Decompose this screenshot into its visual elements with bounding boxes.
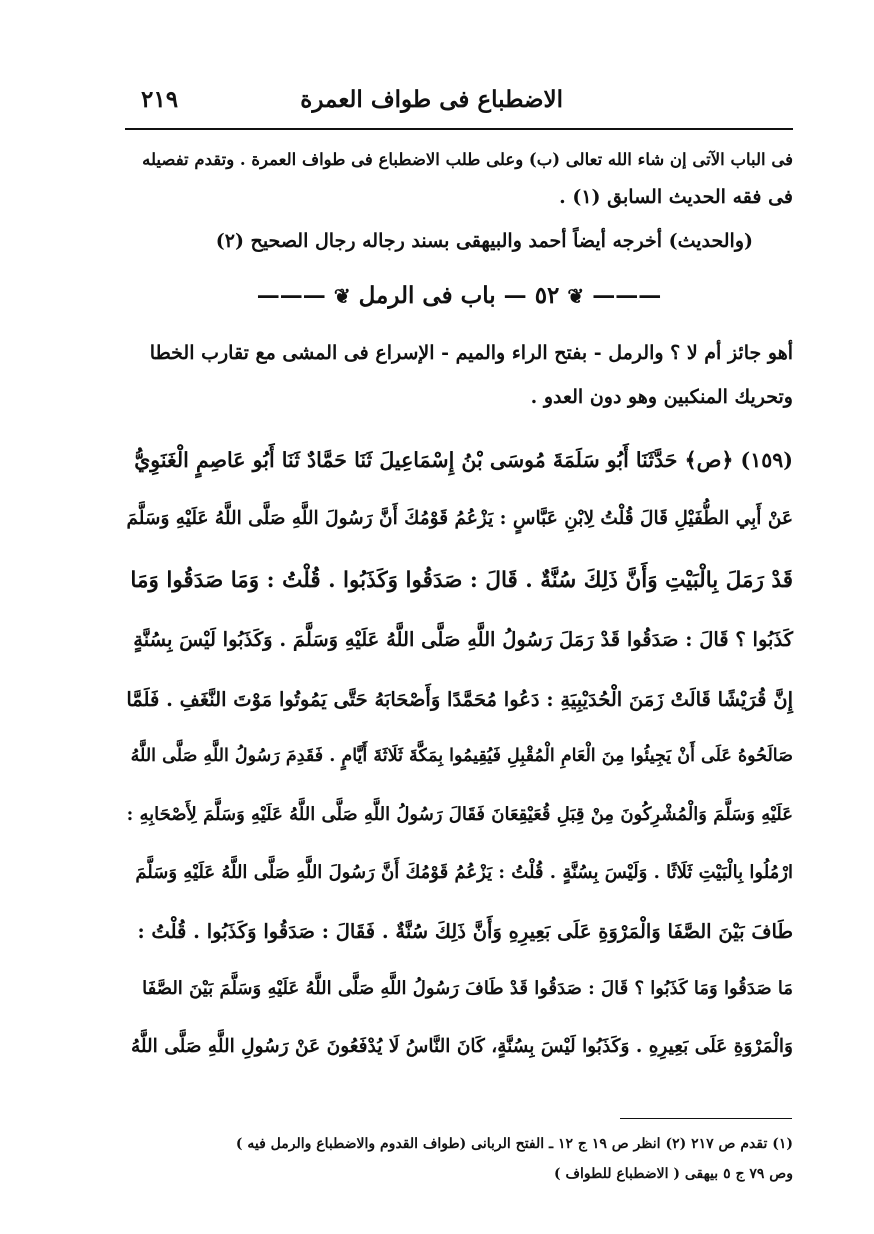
hadith-line: مَا صَدَقُوا وَمَا كَذَبُوا ؟ قَالَ : صَدَقُوا قَدْ طَافَ رَسُولُ اللَّهِ صَلَّى اللَّهُ عَلَيْهِ وَسَلَّمَ بَيْنَ الصَّفَا	[142, 978, 793, 999]
chapter-heading: ——— ❦ ٥٢ — باب فى الرمل ❦ ———	[256, 282, 662, 309]
ornament-icon: ❦	[567, 284, 585, 308]
running-header	[125, 86, 793, 120]
intro-line: فى الباب الآتى إن شاء الله تعالى (ب) وعلى طلب الاضطباع فى طواف العمرة . وتقدم تفصيله	[142, 150, 793, 169]
chapter-title: ٥٢ — باب فى الرمل	[358, 282, 560, 309]
hadith-line: طَافَ بَيْنَ الصَّفَا وَالْمَرْوَةِ عَلَى بَعِيرِهِ وَأَنَّ ذَلِكَ سُنَّةٌ . فَقَالَ : صَدَقُوا وَكَذَبُوا . قُلْتُ :	[137, 920, 793, 943]
hadith-line: صَالَحُوهُ عَلَى أَنْ يَجِيئُوا مِنَ الْعَامِ الْمُقْبِلِ فَيُقِيمُوا بِمَكَّةَ ثَلَاثَةَ أَيَّامٍ . فَقَدِمَ رَسُولُ اللَّهِ صَلَّى اللَّهُ	[130, 746, 793, 766]
footnote-line: (١) تقدم ص ٢١٧ (٢) انظر ص ١٩ ج ١٢ ـ الفتح الربانى (طواف القدوم والاضطباع والرمل فيه )	[235, 1136, 793, 1152]
header-rule	[125, 128, 793, 130]
page-number: ٢١٩	[141, 86, 179, 113]
hadith-line: وَالْمَرْوَةِ عَلَى بَعِيرِهِ . وَكَذَبُوا لَيْسَ بِسُنَّةٍ، كَانَ النَّاسُ لَا يُدْفَعُونَ عَنْ رَسُولِ اللَّهِ صَلَّى اللَّهُ	[130, 1036, 793, 1057]
intro-line: فى فقه الحديث السابق (١) .	[559, 186, 793, 208]
chapter-intro-line: وتحريك المنكبين وهو دون العدو .	[530, 386, 793, 408]
hadith-line: قَدْ رَمَلَ بِالْبَيْتِ وَأَنَّ ذَلِكَ سُنَّةٌ . قَالَ : صَدَقُوا وَكَذَبُوا . قُلْتُ : وَمَا صَدَقُوا وَمَا	[130, 568, 793, 593]
hadith-line: إِنَّ قُرَيْشًا قَالَتْ زَمَنَ الْحُدَيْبِيَةِ : دَعُوا مُحَمَّدًا وَأَصْحَابَهُ حَتَّى يَمُوتُوا مَوْتَ النَّغَفِ . فَلَمَّا	[126, 688, 793, 711]
hadith-line: عَلَيْهِ وَسَلَّمَ وَالْمُشْرِكُونَ مِنْ قِبَلِ قُعَيْقِعَانَ فَقَالَ رَسُولُ اللَّهِ صَلَّى اللَّهُ عَلَيْهِ وَسَلَّمَ لِأَصْحَابِهِ :	[126, 804, 793, 825]
hadith-line: عَنْ أَبِي الطُّفَيْلِ قَالَ قُلْتُ لِابْنِ عَبَّاسٍ : يَزْعُمُ قَوْمُكَ أَنَّ رَسُولَ اللَّهِ صَلَّى اللَّهُ عَلَيْهِ وَسَلَّمَ	[126, 508, 793, 529]
intro-line: (والحديث) أخرجه أيضاً أحمد والبيهقى بسند رجاله رجال الصحيح (٢)	[215, 230, 753, 252]
running-title: الاضطباع فى طواف العمرة	[300, 86, 563, 113]
chapter-intro-line: أهو جائز أم لا ؟ والرمل - بفتح الراء والميم - الإسراع فى المشى مع تقارب الخطا	[149, 342, 793, 364]
footnote-line: وص ٧٩ ج ٥ بيهقى ( الاضطباع للطواف )	[554, 1166, 793, 1182]
hadith-line: ارْمُلُوا بِالْبَيْتِ ثَلَاثًا . وَلَيْسَ بِسُنَّةٍ . قُلْتُ : يَزْعُمُ قَوْمُكَ أَنَّ رَسُولَ اللَّهِ صَلَّى اللَّهُ عَلَيْهِ وَسَلَّمَ	[135, 862, 793, 883]
hadith-line: (١٥٩) ﴿ص﴾ حَدَّثَنَا أَبُو سَلَمَةَ مُوسَى بْنُ إِسْمَاعِيلَ ثَنَا حَمَّادٌ ثَنَا أَبُو عَاصِمٍ الْغَنَوِيُّ	[134, 448, 793, 472]
hadith-line: كَذَبُوا ؟ قَالَ : صَدَقُوا قَدْ رَمَلَ رَسُولُ اللَّهِ صَلَّى اللَّهُ عَلَيْهِ وَسَلَّمَ . وَكَذَبُوا لَيْسَ بِسُنَّةٍ	[133, 628, 793, 651]
footnote-rule	[620, 1118, 792, 1119]
ornament-icon: ❦	[333, 284, 351, 308]
